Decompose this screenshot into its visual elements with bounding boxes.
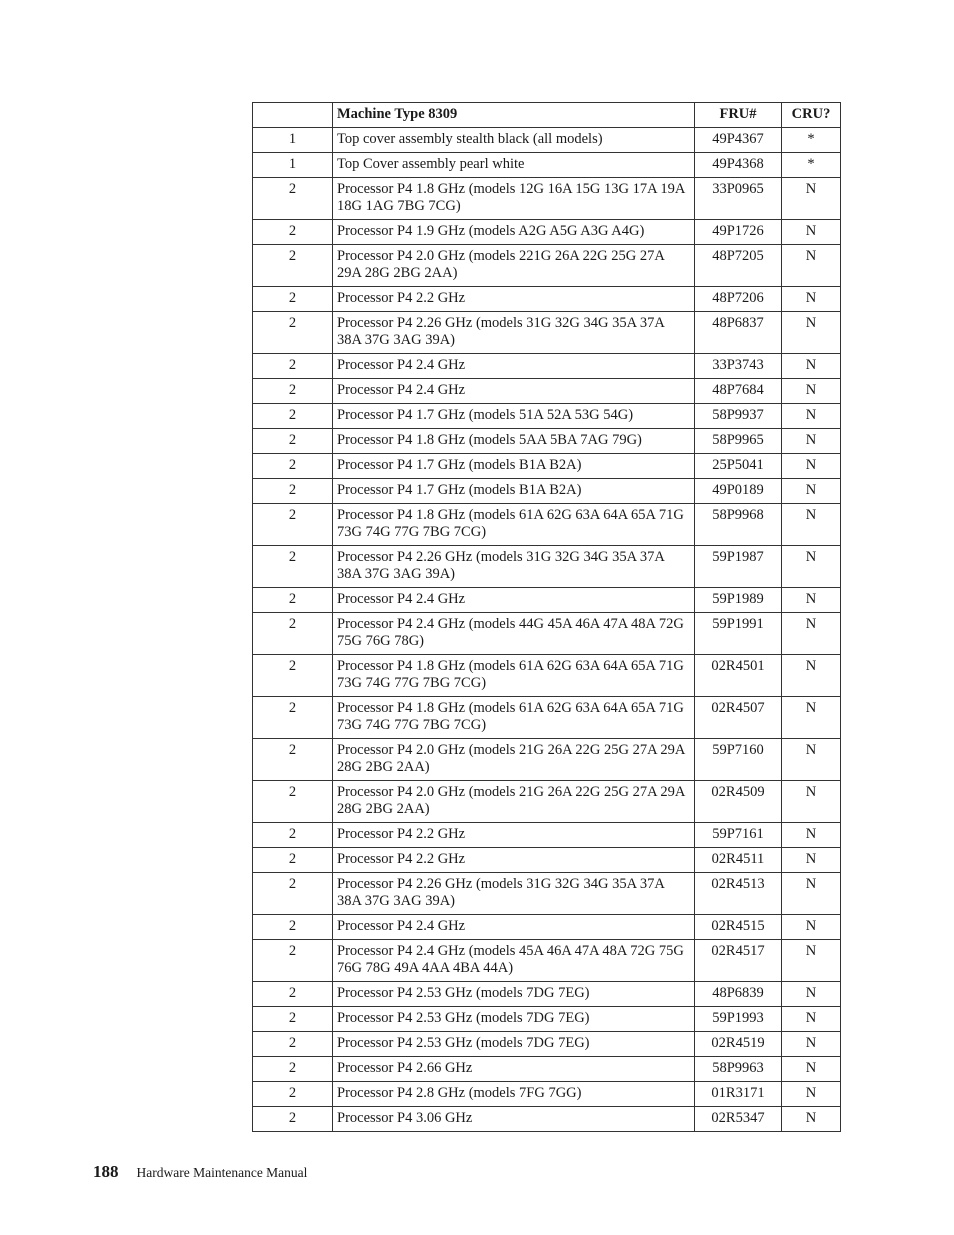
row-index: 2 (253, 823, 333, 848)
row-description: Processor P4 2.8 GHz (models 7FG 7GG) (333, 1082, 695, 1107)
row-cru-flag: N (782, 1007, 841, 1032)
row-fru-number: 59P1993 (695, 1007, 782, 1032)
row-index: 2 (253, 915, 333, 940)
row-cru-flag: N (782, 982, 841, 1007)
row-cru-flag: N (782, 588, 841, 613)
fru-parts-table (252, 102, 841, 1132)
row-fru-number: 59P1987 (695, 546, 782, 588)
row-index: 2 (253, 454, 333, 479)
row-index: 2 (253, 655, 333, 697)
row-description: Processor P4 2.26 GHz (models 31G 32G 34G 35A 37A 38A 37G 3AG 39A) (333, 546, 695, 588)
table-row (253, 546, 841, 588)
row-cru-flag: N (782, 287, 841, 312)
row-description: Processor P4 2.53 GHz (models 7DG 7EG) (333, 1032, 695, 1057)
row-cru-flag: N (782, 739, 841, 781)
row-index: 2 (253, 1032, 333, 1057)
row-index: 2 (253, 404, 333, 429)
table-row (253, 220, 841, 245)
row-description: Processor P4 1.8 GHz (models 61A 62G 63A 64A 65A 71G 73G 74G 77G 7BG 7CG) (333, 655, 695, 697)
row-cru-flag: N (782, 429, 841, 454)
row-cru-flag: * (782, 153, 841, 178)
table-row (253, 504, 841, 546)
row-description: Processor P4 2.26 GHz (models 31G 32G 34G 35A 37A 38A 37G 3AG 39A) (333, 312, 695, 354)
row-cru-flag: N (782, 1057, 841, 1082)
row-cru-flag: N (782, 1082, 841, 1107)
table-row (253, 588, 841, 613)
row-fru-number: 58P9968 (695, 504, 782, 546)
row-description: Processor P4 2.26 GHz (models 31G 32G 34G 35A 37A 38A 37G 3AG 39A) (333, 873, 695, 915)
row-index: 2 (253, 873, 333, 915)
row-fru-number: 33P3743 (695, 354, 782, 379)
row-index: 2 (253, 312, 333, 354)
row-cru-flag: N (782, 379, 841, 404)
table-row (253, 429, 841, 454)
row-index: 2 (253, 1107, 333, 1132)
row-fru-number: 59P7160 (695, 739, 782, 781)
row-description: Top cover assembly stealth black (all models) (333, 128, 695, 153)
header-machine-type: Machine Type 8309 (333, 103, 695, 128)
header-index (253, 103, 333, 128)
row-description: Processor P4 2.66 GHz (333, 1057, 695, 1082)
row-description: Processor P4 2.2 GHz (333, 823, 695, 848)
table-row (253, 287, 841, 312)
row-description: Processor P4 3.06 GHz (333, 1107, 695, 1132)
row-fru-number: 59P7161 (695, 823, 782, 848)
row-description: Processor P4 2.4 GHz (333, 354, 695, 379)
table-row (253, 128, 841, 153)
row-index: 2 (253, 588, 333, 613)
row-index: 2 (253, 1082, 333, 1107)
row-index: 1 (253, 128, 333, 153)
row-fru-number: 02R4511 (695, 848, 782, 873)
row-fru-number: 01R3171 (695, 1082, 782, 1107)
header-fru-number: FRU# (695, 103, 782, 128)
row-fru-number: 33P0965 (695, 178, 782, 220)
table-row (253, 655, 841, 697)
row-cru-flag: N (782, 178, 841, 220)
table-row (253, 697, 841, 739)
row-cru-flag: * (782, 128, 841, 153)
row-description: Processor P4 2.0 GHz (models 21G 26A 22G 25G 27A 29A 28G 2BG 2AA) (333, 781, 695, 823)
row-fru-number: 58P9963 (695, 1057, 782, 1082)
row-fru-number: 48P6839 (695, 982, 782, 1007)
table-row (253, 915, 841, 940)
table-row (253, 454, 841, 479)
row-index: 2 (253, 697, 333, 739)
row-index: 2 (253, 781, 333, 823)
table-row (253, 245, 841, 287)
table-header-row (253, 103, 841, 128)
table-row (253, 1107, 841, 1132)
row-description: Processor P4 1.8 GHz (models 5AA 5BA 7AG 79G) (333, 429, 695, 454)
row-description: Processor P4 2.4 GHz (333, 915, 695, 940)
row-cru-flag: N (782, 781, 841, 823)
row-description: Processor P4 1.7 GHz (models 51A 52A 53G 54G) (333, 404, 695, 429)
row-fru-number: 59P1991 (695, 613, 782, 655)
row-index: 2 (253, 379, 333, 404)
row-description: Processor P4 2.2 GHz (333, 287, 695, 312)
row-index: 2 (253, 613, 333, 655)
row-fru-number: 02R5347 (695, 1107, 782, 1132)
row-fru-number: 48P7205 (695, 245, 782, 287)
table-row (253, 739, 841, 781)
row-fru-number: 02R4507 (695, 697, 782, 739)
row-index: 1 (253, 153, 333, 178)
row-fru-number: 48P7684 (695, 379, 782, 404)
row-description: Processor P4 2.4 GHz (333, 379, 695, 404)
row-index: 2 (253, 739, 333, 781)
row-fru-number: 02R4517 (695, 940, 782, 982)
row-description: Processor P4 2.0 GHz (models 21G 26A 22G 25G 27A 29A 28G 2BG 2AA) (333, 739, 695, 781)
row-fru-number: 48P7206 (695, 287, 782, 312)
row-cru-flag: N (782, 655, 841, 697)
row-fru-number: 48P6837 (695, 312, 782, 354)
table-body (253, 128, 841, 1132)
row-index: 2 (253, 1057, 333, 1082)
row-cru-flag: N (782, 873, 841, 915)
row-fru-number: 49P4367 (695, 128, 782, 153)
row-description: Processor P4 1.8 GHz (models 61A 62G 63A 64A 65A 71G 73G 74G 77G 7BG 7CG) (333, 697, 695, 739)
row-fru-number: 02R4509 (695, 781, 782, 823)
table-row (253, 1032, 841, 1057)
row-index: 2 (253, 940, 333, 982)
row-index: 2 (253, 504, 333, 546)
row-cru-flag: N (782, 1032, 841, 1057)
table-row (253, 153, 841, 178)
table-row (253, 613, 841, 655)
row-index: 2 (253, 220, 333, 245)
row-description: Processor P4 1.8 GHz (models 61A 62G 63A 64A 65A 71G 73G 74G 77G 7BG 7CG) (333, 504, 695, 546)
row-fru-number: 25P5041 (695, 454, 782, 479)
row-cru-flag: N (782, 312, 841, 354)
row-index: 2 (253, 848, 333, 873)
row-description: Processor P4 1.7 GHz (models B1A B2A) (333, 479, 695, 504)
row-description: Top Cover assembly pearl white (333, 153, 695, 178)
row-cru-flag: N (782, 454, 841, 479)
row-index: 2 (253, 354, 333, 379)
row-description: Processor P4 2.53 GHz (models 7DG 7EG) (333, 1007, 695, 1032)
table-row (253, 940, 841, 982)
row-description: Processor P4 2.4 GHz (models 45A 46A 47A 48A 72G 75G 76G 78G 49A 4AA 4BA 44A) (333, 940, 695, 982)
table-row (253, 479, 841, 504)
row-index: 2 (253, 178, 333, 220)
table-row (253, 1007, 841, 1032)
row-description: Processor P4 1.9 GHz (models A2G A5G A3G A4G) (333, 220, 695, 245)
row-fru-number: 02R4513 (695, 873, 782, 915)
row-index: 2 (253, 479, 333, 504)
table-row (253, 312, 841, 354)
row-index: 2 (253, 429, 333, 454)
manual-title: Hardware Maintenance Manual (136, 1165, 308, 1180)
row-cru-flag: N (782, 404, 841, 429)
row-fru-number: 02R4515 (695, 915, 782, 940)
row-cru-flag: N (782, 354, 841, 379)
row-index: 2 (253, 287, 333, 312)
row-fru-number: 49P1726 (695, 220, 782, 245)
row-cru-flag: N (782, 504, 841, 546)
table-row (253, 1057, 841, 1082)
row-cru-flag: N (782, 546, 841, 588)
row-cru-flag: N (782, 1107, 841, 1132)
row-cru-flag: N (782, 220, 841, 245)
row-cru-flag: N (782, 915, 841, 940)
row-cru-flag: N (782, 697, 841, 739)
row-cru-flag: N (782, 479, 841, 504)
table-row (253, 178, 841, 220)
row-fru-number: 02R4501 (695, 655, 782, 697)
row-fru-number: 49P4368 (695, 153, 782, 178)
row-fru-number: 49P0189 (695, 479, 782, 504)
table-row (253, 848, 841, 873)
row-description: Processor P4 2.4 GHz (333, 588, 695, 613)
row-index: 2 (253, 1007, 333, 1032)
row-fru-number: 59P1989 (695, 588, 782, 613)
table-row (253, 781, 841, 823)
page-footer (93, 1162, 307, 1182)
table-row (253, 982, 841, 1007)
row-description: Processor P4 1.7 GHz (models B1A B2A) (333, 454, 695, 479)
table-row (253, 873, 841, 915)
row-description: Processor P4 2.4 GHz (models 44G 45A 46A 47A 48A 72G 75G 76G 78G) (333, 613, 695, 655)
row-cru-flag: N (782, 940, 841, 982)
page-number: 188 (93, 1162, 119, 1181)
row-cru-flag: N (782, 613, 841, 655)
row-description: Processor P4 2.53 GHz (models 7DG 7EG) (333, 982, 695, 1007)
row-index: 2 (253, 982, 333, 1007)
row-fru-number: 58P9937 (695, 404, 782, 429)
header-cru: CRU? (782, 103, 841, 128)
row-fru-number: 58P9965 (695, 429, 782, 454)
table-row (253, 379, 841, 404)
row-cru-flag: N (782, 823, 841, 848)
row-cru-flag: N (782, 245, 841, 287)
row-index: 2 (253, 245, 333, 287)
row-index: 2 (253, 546, 333, 588)
table-row (253, 404, 841, 429)
row-description: Processor P4 2.2 GHz (333, 848, 695, 873)
table-row (253, 354, 841, 379)
table-row (253, 823, 841, 848)
table-row (253, 1082, 841, 1107)
row-description: Processor P4 1.8 GHz (models 12G 16A 15G 13G 17A 19A 18G 1AG 7BG 7CG) (333, 178, 695, 220)
row-fru-number: 02R4519 (695, 1032, 782, 1057)
row-cru-flag: N (782, 848, 841, 873)
row-description: Processor P4 2.0 GHz (models 221G 26A 22G 25G 27A 29A 28G 2BG 2AA) (333, 245, 695, 287)
